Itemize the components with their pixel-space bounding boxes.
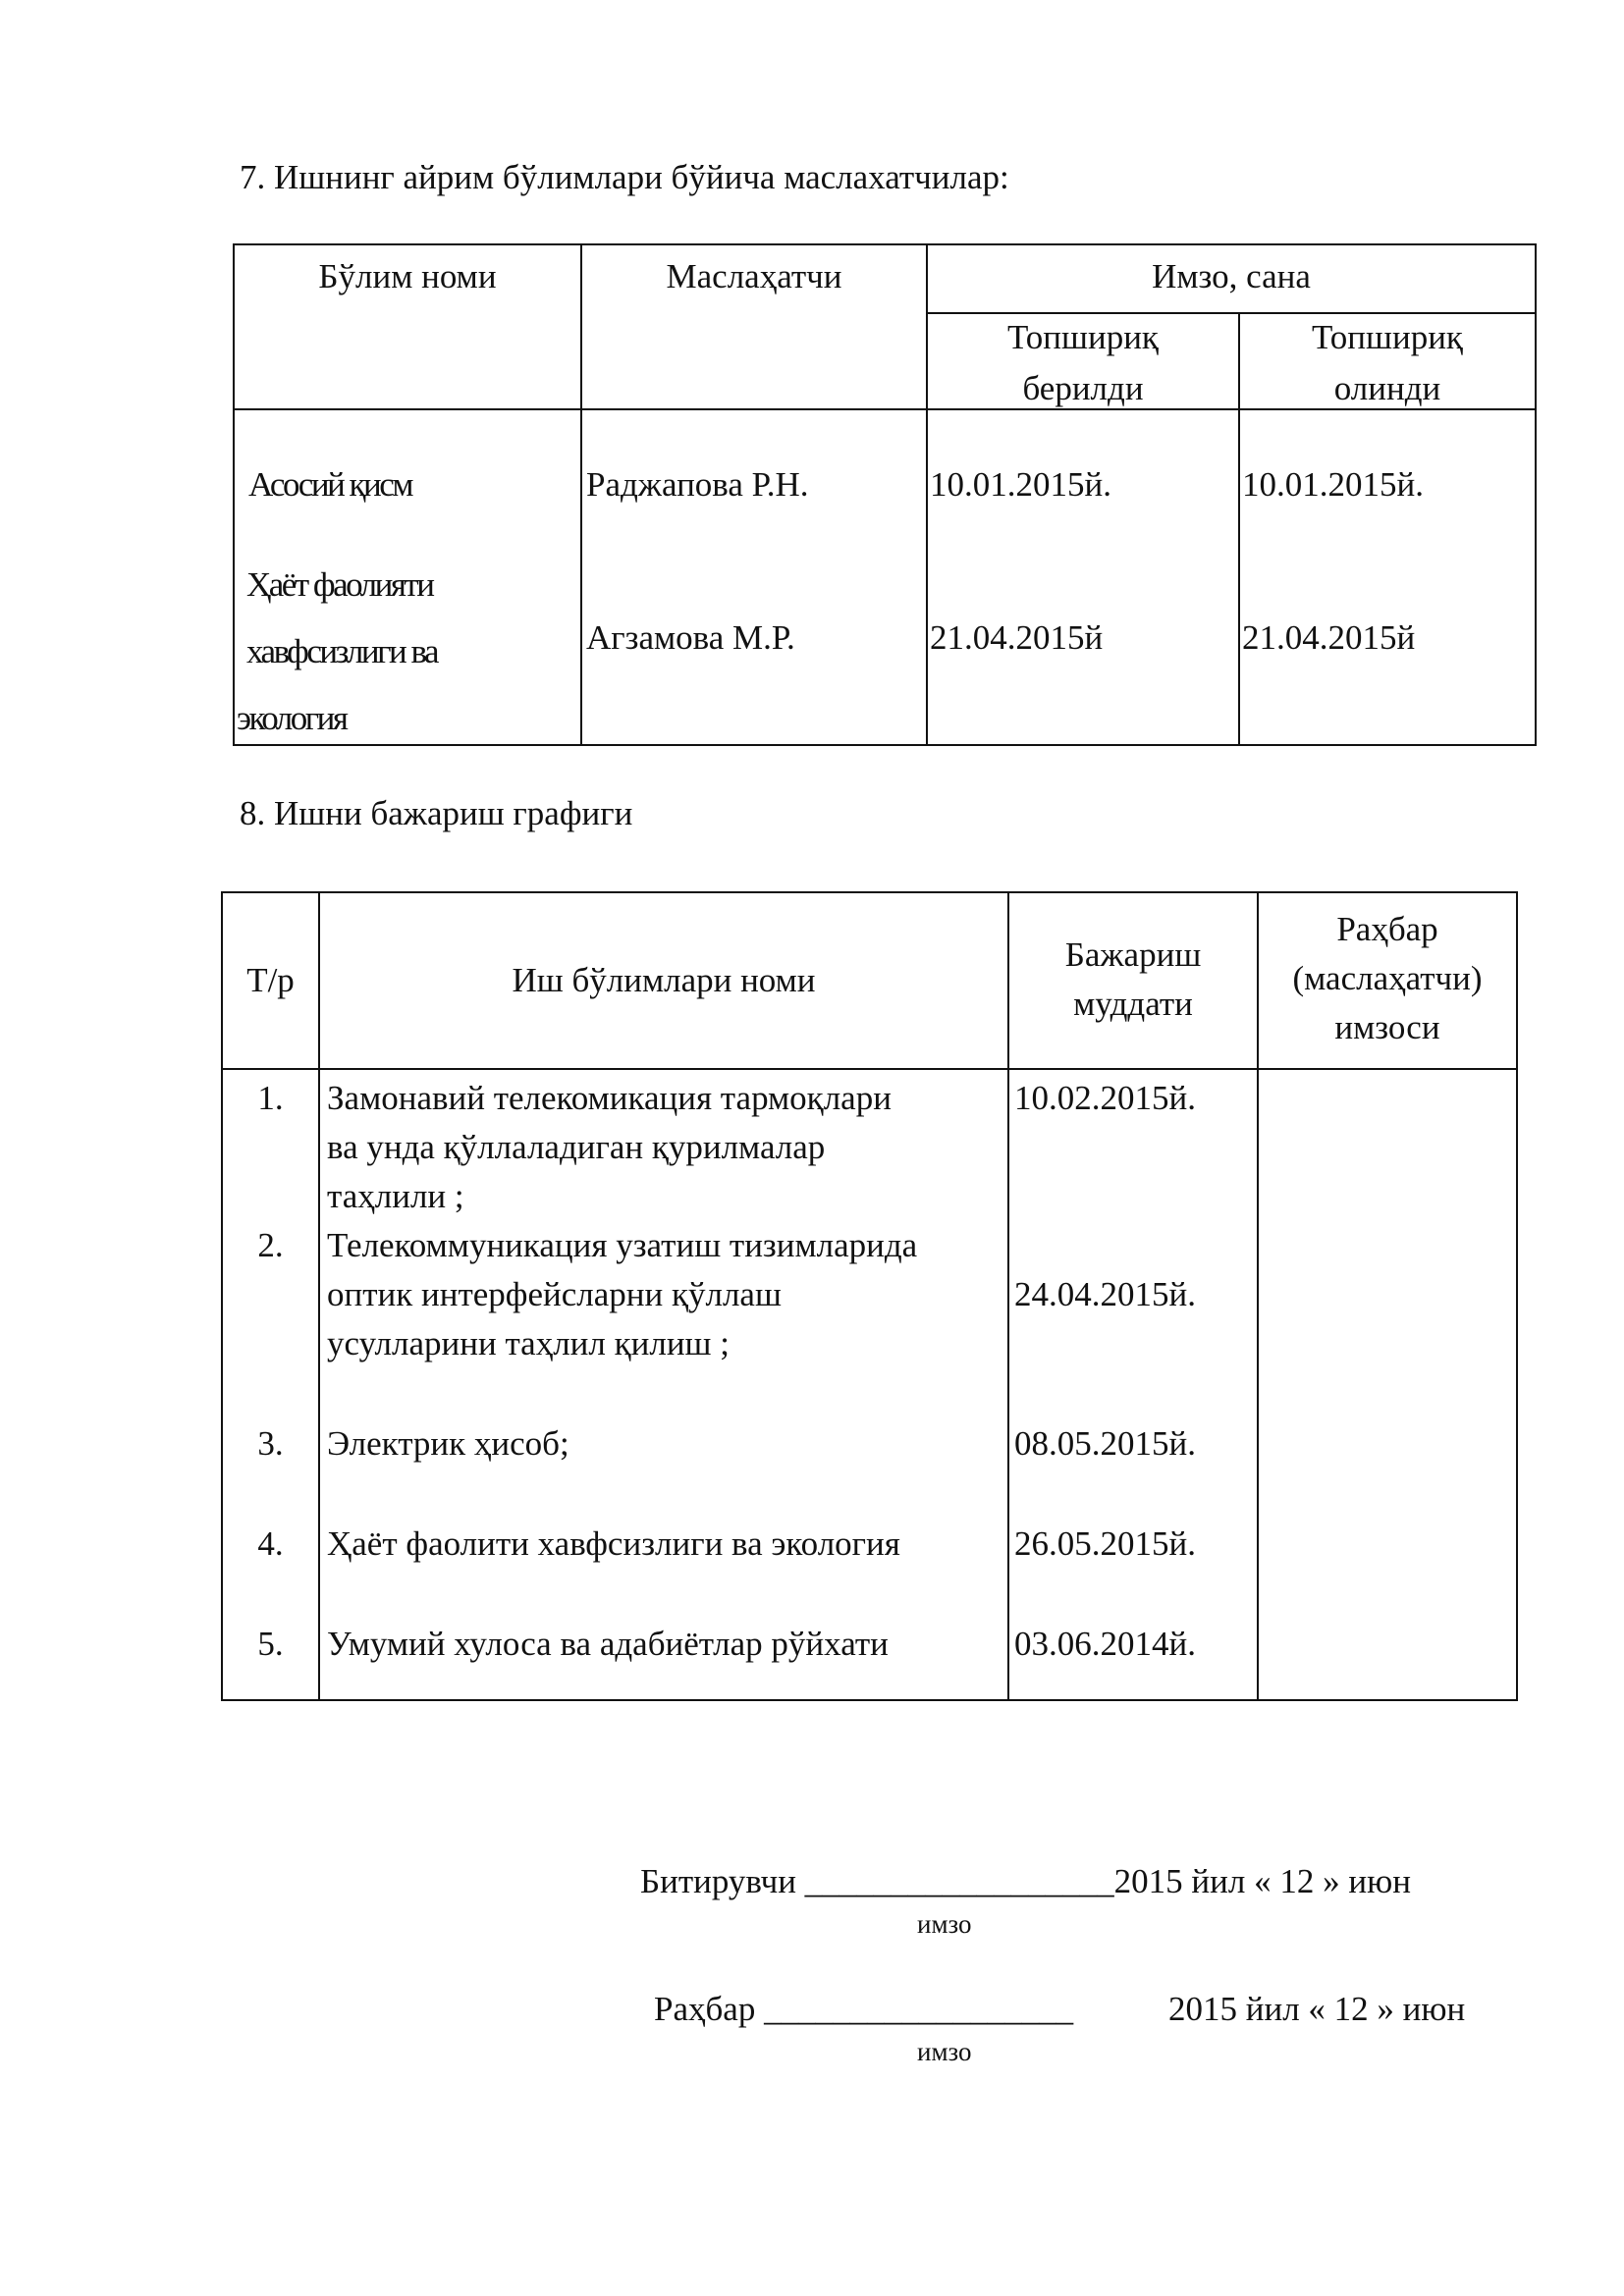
row1-section: Асосий қисм	[248, 465, 411, 504]
supervisor-caption: имзо	[917, 2037, 972, 2066]
header-sign-date: Имзо, сана	[1152, 257, 1311, 295]
row5-date: 03.06.2014й.	[1014, 1625, 1196, 1663]
header-task-received: Топшириқ олинди	[1312, 318, 1463, 407]
row1-num: 1.	[257, 1079, 284, 1117]
graduate-blank: __________________	[804, 1862, 1114, 1900]
row1-name: Замонавий телекомикация тармоқлари ва унда қўллаладиган қурилмалар таҳлили ;	[327, 1079, 892, 1215]
row1-date: 10.02.2015й.	[1014, 1079, 1196, 1117]
row2-section-line3: экология	[237, 699, 347, 737]
row2-date: 24.04.2015й.	[1014, 1275, 1196, 1313]
graduate-date: 2015 йил « 12 » июн	[1113, 1862, 1411, 1900]
row3-name: Электрик ҳисоб;	[327, 1424, 569, 1463]
row2-consultant: Агзамова М.Р.	[586, 618, 795, 657]
row2-received: 21.04.2015й	[1242, 618, 1416, 657]
row2-given: 21.04.2015й	[930, 618, 1104, 657]
supervisor-blank: __________________	[764, 1990, 1074, 2028]
supervisor-signature-line	[654, 1989, 1073, 2030]
section-7-heading: 7. Ишнинг айрим бўлимлари бўйича маслахатчилар:	[240, 158, 1009, 196]
row5-num: 5.	[257, 1625, 284, 1663]
row4-date: 26.05.2015й.	[1014, 1524, 1196, 1563]
row2-section-line1: Ҳаёт фаолияти	[246, 565, 433, 604]
graduate-label: Битирувчи	[640, 1862, 796, 1900]
row1-consultant: Раджапова Р.Н.	[586, 465, 809, 504]
row1-received: 10.01.2015й.	[1242, 465, 1424, 504]
header-deadline: Бажариш муддати	[1064, 935, 1202, 1023]
schedule-table	[221, 891, 1518, 1701]
header-num: Т/р	[246, 961, 295, 999]
header-section-name: Бўлим номи	[318, 257, 497, 295]
row3-num: 3.	[257, 1424, 284, 1463]
header-consultant: Маслаҳатчи	[666, 257, 842, 295]
supervisor-date: 2015 йил « 12 » июн	[1168, 1990, 1466, 2028]
header-supervisor-sign: Раҳбар (маслаҳатчи) имзоси	[1292, 910, 1483, 1046]
graduate-caption: имзо	[917, 1909, 972, 1939]
section-8-heading: 8. Ишни бажариш графиги	[240, 794, 633, 832]
header-work-name: Иш бўлимлари номи	[512, 961, 816, 999]
consultants-table	[233, 243, 1537, 746]
row3-date: 08.05.2015й.	[1014, 1424, 1196, 1463]
graduate-signature-line	[640, 1861, 1411, 1902]
row2-name: Телекоммуникация узатиш тизимларида оптик интерфейсларни қўллаш усулларини таҳлил қилиш ;	[327, 1226, 918, 1362]
header-task-given: Топшириқ берилди	[1007, 318, 1159, 407]
row5-name: Умумий хулоса ва адабиётлар рўйхати	[327, 1625, 889, 1663]
supervisor-label: Раҳбар	[654, 1990, 756, 2028]
row4-name: Ҳаёт фаолити хавфсизлиги ва экология	[327, 1524, 900, 1563]
row4-num: 4.	[257, 1524, 284, 1563]
row1-given: 10.01.2015й.	[930, 465, 1111, 504]
row2-num: 2.	[257, 1226, 284, 1264]
row2-section-line2: хавфсизлиги ва	[246, 632, 438, 670]
